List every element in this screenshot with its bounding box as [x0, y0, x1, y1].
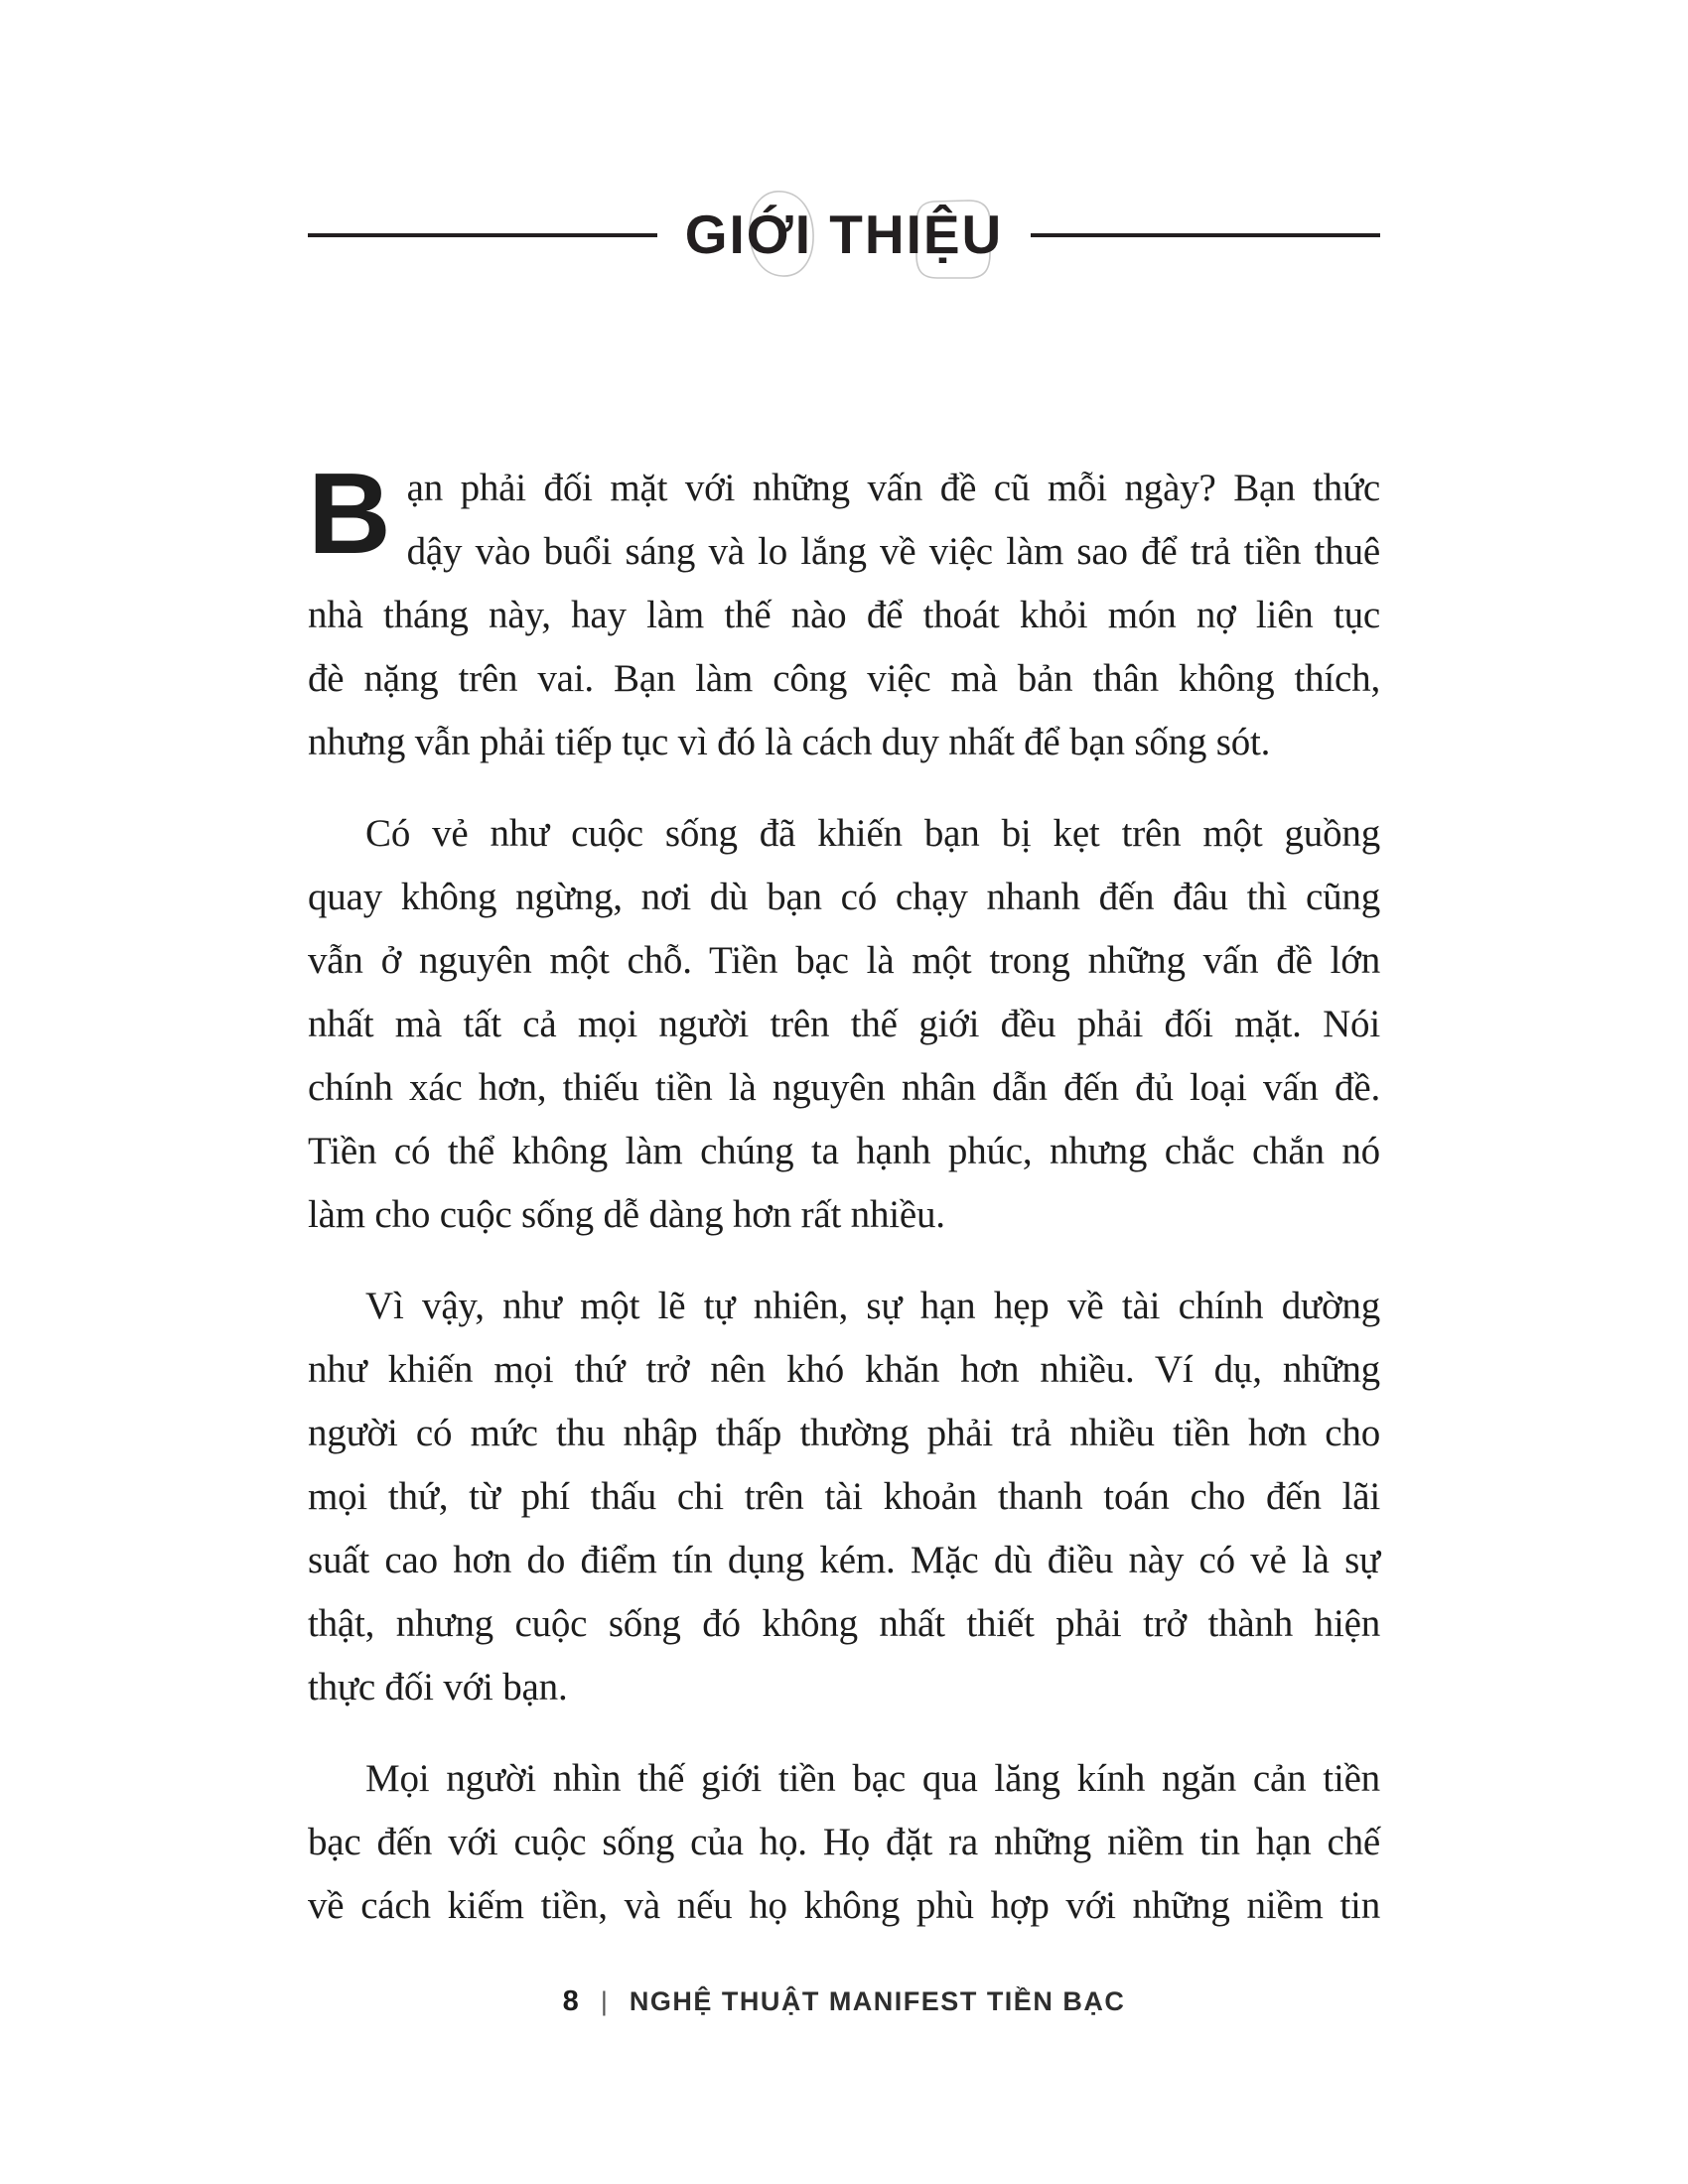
body-line: Vì vậy, như một lẽ tự nhiên, sự hạn hẹp về tài chính dường	[365, 1285, 1380, 1327]
body-line: nhà tháng này, hay làm thế nào để thoát khỏi món nợ liên tục	[308, 594, 1380, 636]
body-line: người có mức thu nhập thấp thường phải trả nhiều tiền hơn cho	[308, 1412, 1380, 1454]
body-line: về cách kiếm tiền, và nếu họ không phù hợp với những niềm tin	[308, 1884, 1380, 1927]
body-line-text: ạn phải đối mặt với những vấn đề cũ mỗi ngày? Bạn thức	[406, 467, 1380, 509]
chapter-header	[308, 204, 1380, 266]
footer-separator: |	[600, 1986, 608, 2016]
page-number: 8	[562, 1985, 579, 2017]
body-line: dậy vào buổi sáng và lo lắng về việc làm sao để trả tiền thuê	[406, 530, 1380, 573]
body-line: Có vẻ như cuộc sống đã khiến bạn bị kẹt trên một guồng	[365, 812, 1380, 855]
title-rule-left	[308, 233, 657, 237]
page-footer	[0, 1985, 1688, 2018]
body-line: suất cao hơn do điểm tín dụng kém. Mặc dù điều này có vẻ là sự	[308, 1539, 1380, 1581]
body-line: nhưng vẫn phải tiếp tục vì đó là cách duy nhất để bạn sống sót.	[308, 721, 1271, 763]
page-title-text: GIỚI THIỆU	[684, 204, 1004, 265]
body-line: thực đối với bạn.	[308, 1666, 568, 1708]
paragraph	[308, 449, 1380, 774]
body-line: quay không ngừng, nơi dù bạn có chạy nhanh đến đâu thì cũng	[308, 876, 1380, 918]
body-line: nhất mà tất cả mọi người trên thế giới đều phải đối mặt. Nói	[308, 1003, 1380, 1045]
body-line: bạc đến với cuộc sống của họ. Họ đặt ra những niềm tin hạn chế	[308, 1821, 1380, 1863]
body-line: như khiến mọi thứ trở nên khó khăn hơn nhiều. Ví dụ, những	[308, 1348, 1380, 1391]
paragraph	[308, 802, 1380, 1247]
book-title: NGHỆ THUẬT MANIFEST TIỀN BẠC	[629, 1986, 1126, 2016]
paragraph	[308, 1747, 1380, 1938]
body-line: vẫn ở nguyên một chỗ. Tiền bạc là một trong những vấn đề lớn	[308, 939, 1380, 982]
body-line: làm cho cuộc sống dễ dàng hơn rất nhiều.	[308, 1193, 945, 1236]
body-line: thật, nhưng cuộc sống đó không nhất thiết phải trở thành hiện	[308, 1602, 1380, 1645]
body-line: đè nặng trên vai. Bạn làm công việc mà bản thân không thích,	[308, 657, 1380, 700]
paragraph	[308, 1275, 1380, 1719]
body-line: Mọi người nhìn thế giới tiền bạc qua lăng kính ngăn cản tiền	[365, 1757, 1380, 1800]
drop-cap: B	[308, 449, 391, 578]
body-line: Tiền có thể không làm chúng ta hạnh phúc, nhưng chắc chắn nó	[308, 1130, 1380, 1172]
title-rule-right	[1031, 233, 1380, 237]
page-title	[657, 204, 1032, 266]
body-line: chính xác hơn, thiếu tiền là nguyên nhân dẫn đến đủ loại vấn đề.	[308, 1066, 1380, 1109]
body-text	[308, 449, 1380, 1966]
body-line: mọi thứ, từ phí thấu chi trên tài khoản thanh toán cho đến lãi	[308, 1475, 1380, 1518]
